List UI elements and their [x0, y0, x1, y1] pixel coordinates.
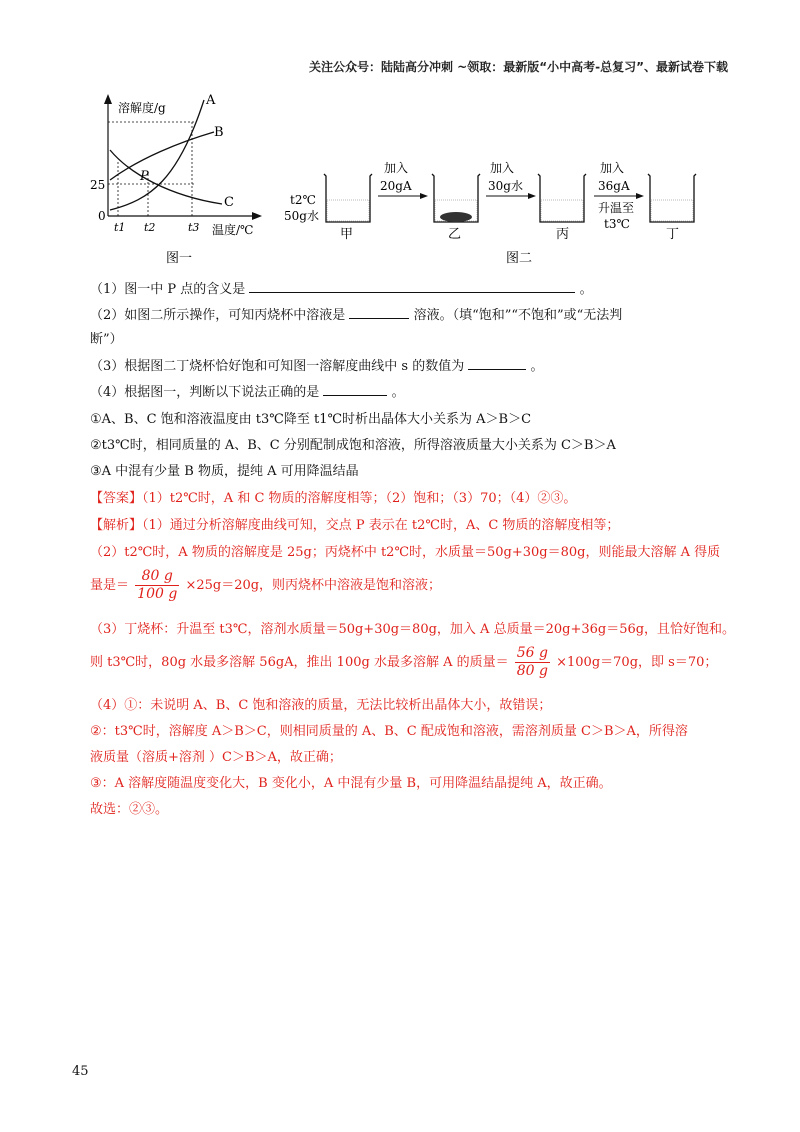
- figures-svg: [0, 88, 800, 268]
- step-1: [378, 160, 428, 199]
- question-1-text: （1）图一中 P 点的含义是: [90, 282, 246, 297]
- question-4: [90, 381, 405, 400]
- start-temp: t2℃: [290, 193, 316, 207]
- question-3: [90, 355, 544, 374]
- question-1-end: 。: [579, 282, 593, 297]
- figure1-caption: 图一: [166, 251, 193, 266]
- question-2-blank[interactable]: [349, 304, 409, 319]
- question-1: [90, 278, 593, 297]
- analysis-line-5-post: ×100g＝70g，即 s＝70；: [556, 655, 718, 670]
- beaker-process: [284, 160, 696, 266]
- step-2-bottom: 30g水: [488, 179, 523, 193]
- option-3: ③A 中混有少量 B 物质，提纯 A 可用降温结晶: [90, 464, 359, 479]
- question-2: [90, 304, 622, 323]
- curve-b-label: B: [214, 125, 224, 140]
- step-1-bottom: 20gA: [380, 179, 412, 193]
- step-2-top: 加入: [490, 161, 515, 175]
- x-tick-t2: t2: [144, 221, 156, 234]
- curve-b: [110, 132, 214, 180]
- step-1-top: 加入: [384, 161, 409, 175]
- x-axis-label: 温度/℃: [212, 223, 254, 237]
- beaker-jia-label: 甲: [340, 227, 354, 242]
- curve-c-label: C: [224, 195, 234, 210]
- page-header: 关注公众号：陆陆高分冲刺 ~领取：最新版“小中高考-总复习”、最新试卷下载: [309, 60, 728, 74]
- analysis-line-3-pre: 量是＝: [90, 578, 130, 593]
- fraction-1-numerator: 80 g: [135, 568, 179, 586]
- fraction-2-numerator: 56 g: [516, 645, 548, 661]
- step-3: [594, 160, 644, 231]
- analysis-line-8: 液质量（溶质+溶剂 ）C＞B＞A，故正确；: [90, 750, 342, 765]
- analysis-line-2: （2）t2℃时，A 物质的溶解度是 25g；丙烧杯中 t2℃时，水质量＝50g+30g＝80g，则能最大溶解 A 得质: [90, 545, 721, 560]
- analysis-line-3: [90, 568, 441, 603]
- beaker-ding-label: 丁: [666, 227, 680, 242]
- option-1: ①A、B、C 饱和溶液温度由 t3℃降至 t1℃时析出晶体大小关系为 A＞B＞C: [90, 412, 532, 427]
- point-p-label: P: [140, 169, 149, 184]
- figures-row: [0, 88, 800, 268]
- question-3-text: （3）根据图二丁烧杯恰好饱和可知图一溶解度曲线中 s 的数值为: [90, 359, 465, 374]
- curve-a-label: A: [206, 93, 216, 108]
- question-2-text: （2）如图二所示操作，可知丙烧杯中溶液是: [90, 308, 346, 323]
- solubility-chart: [90, 93, 262, 266]
- page-number: 45: [72, 1064, 89, 1079]
- y-axis-label: 溶解度/g: [118, 101, 166, 115]
- analysis-line-3-post: ×25g＝20g，则丙烧杯中溶液是饱和溶液；: [185, 578, 442, 593]
- question-4-blank[interactable]: [323, 381, 387, 396]
- question-4-end: 。: [391, 385, 405, 400]
- precipitate: [440, 212, 472, 222]
- option-2: ②t3℃时，相同质量的 A、B、C 分别配制成饱和溶液，所得溶液质量大小关系为 C＞B＞A: [90, 438, 616, 453]
- beaker-yi-label: 乙: [448, 227, 462, 242]
- step-2: [486, 160, 536, 199]
- x-tick-t3: t3: [188, 221, 200, 234]
- fraction-80-100: [135, 568, 179, 603]
- origin-label: 0: [98, 209, 106, 223]
- analysis-line-7: ②：t3℃时，溶解度 A＞B＞C，则相同质量的 A、B、C 配成饱和溶液，需溶剂质量 C＞B＞A，所得溶: [90, 724, 688, 739]
- start-water: 50g水: [284, 209, 319, 223]
- analysis-line-6: （4）①：未说明 A、B、C 饱和溶液的质量，无法比较析出晶体大小，故错误；: [90, 698, 552, 713]
- beaker-bing: [538, 174, 586, 242]
- x-axis-arrow: [252, 212, 262, 220]
- step-3-top: 加入: [600, 161, 625, 175]
- question-2-cont: 断”）: [90, 332, 123, 347]
- step-3-heat: 升温至: [598, 201, 635, 215]
- fraction-1-denominator: 100 g: [137, 586, 178, 602]
- analysis-line-10: 故选：②③。: [90, 802, 169, 817]
- beaker-bing-label: 丙: [556, 227, 570, 242]
- analysis-line-1: 【解析】（1）通过分析溶解度曲线可知，交点 P 表示在 t2℃时，A、C 物质的溶解度相等；: [90, 518, 620, 533]
- analysis-line-9: ③：A 溶解度随温度变化大，B 变化小，A 中混有少量 B，可用降温结晶提纯 A，故正确。: [90, 776, 612, 791]
- analysis-line-4: （3）丁烧杯：升温至 t3℃，溶剂水质量＝50g+30g＝80g，加入 A 总质量＝20g+36g＝56g，且恰好饱和。: [90, 622, 736, 637]
- step-3-temp: t3℃: [604, 217, 630, 231]
- answer-line: 【答案】（1）t2℃时，A 和 C 物质的溶解度相等；（2）饱和；（3）70；（4）②③。: [90, 491, 577, 506]
- beaker-jia: [324, 174, 372, 242]
- question-2-text-b: 溶液。（填“饱和”“不饱和”或“无法判: [413, 308, 623, 323]
- beaker-yi: [432, 174, 480, 242]
- question-3-blank[interactable]: [468, 355, 526, 370]
- beaker-ding: [648, 174, 696, 242]
- x-tick-t1: t1: [114, 221, 126, 234]
- step-3-bottom: 36gA: [598, 179, 630, 193]
- question-3-end: 。: [530, 359, 544, 374]
- y-axis-arrow: [104, 94, 112, 104]
- analysis-line-5-pre: 则 t3℃时，80g 水最多溶解 56gA，推出 100g 水最多溶解 A 的质量＝: [90, 655, 509, 670]
- fraction-56-80: [515, 645, 550, 680]
- analysis-line-5: [90, 645, 717, 680]
- figure2-caption: 图二: [506, 251, 533, 266]
- question-1-blank[interactable]: [249, 278, 575, 293]
- fraction-2-denominator: 80 g: [516, 663, 548, 679]
- curve-a: [110, 100, 204, 210]
- question-4-text: （4）根据图一，判断以下说法正确的是: [90, 385, 320, 400]
- y-tick-25: 25: [90, 178, 106, 192]
